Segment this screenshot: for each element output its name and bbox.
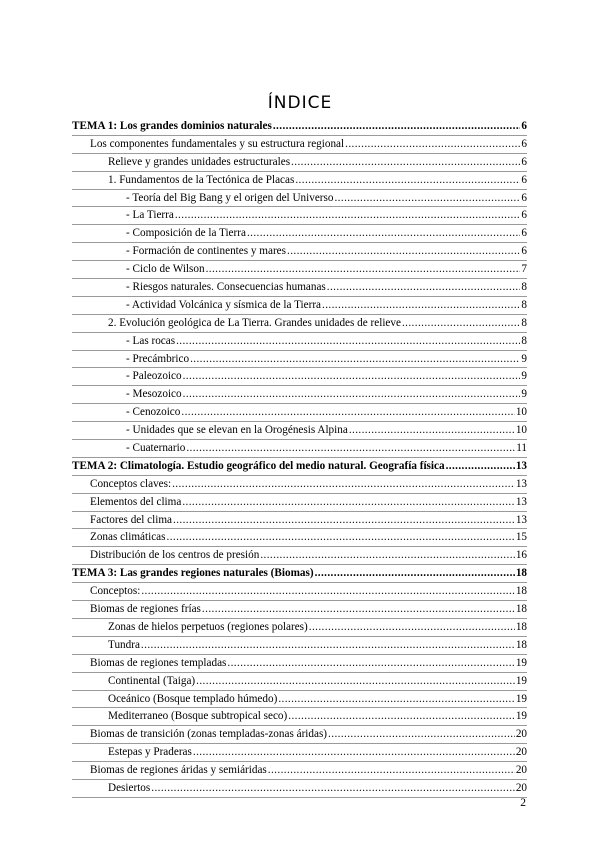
toc-entry-page: 18 — [515, 620, 527, 633]
toc-entry-page: 19 — [515, 710, 527, 723]
toc-entry[interactable] — [72, 476, 527, 494]
toc-leader-dots — [278, 691, 514, 709]
toc-entry[interactable] — [72, 691, 527, 709]
toc-entry-label: - Paleozoico — [126, 370, 182, 383]
toc-leader-dots — [193, 744, 515, 762]
toc-leader-dots — [334, 190, 520, 208]
toc-entry-label: Relieve y grandes unidades estructurales — [108, 155, 291, 168]
toc-entry[interactable] — [72, 154, 527, 172]
toc-entry[interactable] — [72, 404, 527, 422]
toc-leader-dots — [175, 207, 521, 225]
toc-entry[interactable] — [72, 315, 527, 333]
toc-entry-label: Conceptos claves: — [90, 477, 172, 490]
toc-entry-page: 19 — [515, 692, 527, 705]
toc-entry-label: - Composición de la Tierra — [126, 227, 246, 240]
toc-entry-page: 9 — [521, 370, 527, 383]
toc-entry[interactable] — [72, 529, 527, 547]
toc-leader-dots — [227, 655, 514, 673]
toc-leader-dots — [322, 297, 520, 315]
toc-entry[interactable] — [72, 619, 527, 637]
toc-entry[interactable] — [72, 583, 527, 601]
toc-entry[interactable] — [72, 726, 527, 744]
toc-entry-label: Tundra — [108, 638, 140, 651]
toc-leader-dots — [196, 673, 515, 691]
toc-leader-dots — [141, 637, 515, 655]
toc-leader-dots — [260, 547, 514, 565]
toc-entry-label: Distribución de los centros de presión — [90, 549, 260, 562]
toc-entry-label: Estepas y Praderas — [108, 746, 192, 759]
toc-leader-dots — [268, 762, 515, 780]
toc-entry-page: 10 — [515, 424, 527, 437]
toc-entry[interactable] — [72, 118, 527, 136]
toc-entry-label: Biomas de regiones áridas y semiáridas — [90, 764, 267, 777]
toc-entry-page: 6 — [521, 120, 527, 132]
toc-entry-page: 11 — [516, 442, 527, 455]
toc-leader-dots — [315, 565, 515, 583]
toc-leader-dots — [345, 136, 520, 154]
toc-entry-page: 15 — [515, 531, 527, 544]
toc-entry-page: 13 — [515, 495, 527, 508]
toc-leader-dots — [181, 404, 514, 422]
toc-entry-page: 8 — [521, 298, 527, 311]
toc-leader-dots — [288, 708, 515, 726]
page-number: 2 — [520, 797, 526, 809]
toc-entry[interactable] — [72, 225, 527, 243]
toc-entry[interactable] — [72, 261, 527, 279]
toc-leader-dots — [183, 368, 521, 386]
toc-entry-label: TEMA 1: Los grandes dominios naturales — [72, 120, 272, 132]
toc-leader-dots — [247, 225, 520, 243]
toc-leader-dots — [349, 422, 515, 440]
toc-entry-page: 20 — [515, 781, 527, 794]
toc-entry-label: - Mesozoico — [126, 388, 182, 401]
toc-entry-label: Biomas de regiones frías — [90, 603, 201, 616]
toc-entry-label: Zonas climáticas — [90, 531, 166, 544]
toc-entry-label: Elementos del clima — [90, 495, 182, 508]
table-of-contents — [72, 118, 527, 798]
toc-entry-page: 20 — [515, 746, 527, 759]
toc-entry[interactable] — [72, 547, 527, 565]
toc-entry-page: 19 — [515, 656, 527, 669]
toc-entry-page: 13 — [515, 513, 527, 526]
toc-entry-label: - Las rocas — [126, 334, 176, 347]
toc-entry[interactable] — [72, 744, 527, 762]
toc-entry-label: Zonas de hielos perpetuos (regiones polares) — [108, 620, 308, 633]
toc-entry-page: 6 — [521, 173, 527, 186]
toc-entry-page: 16 — [515, 549, 527, 562]
toc-entry-label: Factores del clima — [90, 513, 173, 526]
toc-entry-label: TEMA 3: Las grandes regiones naturales (Biomas) — [72, 567, 314, 580]
toc-entry-page: 8 — [521, 316, 527, 329]
toc-entry-label: - Teoría del Big Bang y el origen del Universo — [126, 191, 334, 204]
toc-entry-label: Oceánico (Bosque templado húmedo) — [108, 692, 278, 705]
toc-entry[interactable] — [72, 565, 527, 583]
toc-entry-label: - Formación de continentes y mares — [126, 245, 286, 258]
toc-entry-page: 20 — [515, 728, 527, 741]
toc-entry[interactable] — [72, 386, 527, 404]
toc-entry[interactable] — [72, 243, 527, 261]
toc-entry-page: 19 — [515, 674, 527, 687]
toc-entry-page: 6 — [521, 245, 527, 258]
toc-entry[interactable] — [72, 601, 527, 619]
toc-entry[interactable] — [72, 494, 527, 512]
toc-leader-dots — [186, 440, 515, 458]
toc-entry-page: 8 — [521, 281, 527, 294]
toc-entry-label: Los componentes fundamentales y su estructura regional — [90, 137, 345, 150]
toc-entry[interactable] — [72, 637, 527, 655]
toc-leader-dots — [206, 261, 521, 279]
toc-entry[interactable] — [72, 422, 527, 440]
toc-leader-dots — [182, 494, 514, 512]
toc-entry[interactable] — [72, 190, 527, 208]
toc-entry-page: 9 — [521, 388, 527, 401]
index-title: ÍNDICE — [267, 93, 333, 113]
toc-entry[interactable] — [72, 172, 527, 190]
toc-entry-label: - Ciclo de Wilson — [126, 263, 205, 276]
toc-leader-dots — [287, 243, 520, 261]
toc-entry-page: 6 — [521, 137, 527, 150]
toc-entry-label: TEMA 2: Climatología. Estudio geográfico del medio natural. Geografía física — [72, 459, 445, 472]
toc-leader-dots — [295, 172, 520, 190]
toc-entry-label: - Cuaternario — [126, 442, 186, 455]
toc-entry[interactable] — [72, 673, 527, 691]
toc-entry-page: 8 — [521, 334, 527, 347]
toc-leader-dots — [167, 529, 515, 547]
toc-entry-page: 13 — [515, 477, 527, 490]
toc-entry-label: Conceptos: — [90, 585, 141, 598]
toc-entry-page: 20 — [515, 764, 527, 777]
toc-entry-label: - Actividad Volcánica y sísmica de la Tierra — [126, 298, 322, 311]
toc-entry-page: 13 — [515, 459, 527, 472]
toc-entry-label: 1. Fundamentos de la Tectónica de Placas — [108, 173, 295, 186]
toc-leader-dots — [173, 512, 515, 530]
toc-leader-dots — [402, 315, 520, 333]
toc-entry[interactable] — [72, 136, 527, 154]
toc-leader-dots — [291, 154, 520, 172]
toc-leader-dots — [273, 118, 521, 136]
toc-entry-label: Mediterraneo (Bosque subtropical seco) — [108, 710, 288, 723]
toc-entry-page: 6 — [521, 209, 527, 222]
toc-leader-dots — [151, 780, 515, 798]
toc-entry[interactable] — [72, 762, 527, 780]
toc-entry-label: Desiertos — [108, 781, 151, 794]
toc-entry-label: Continental (Taiga) — [108, 674, 196, 687]
toc-entry-page: 18 — [515, 567, 527, 580]
toc-entry-page: 18 — [515, 585, 527, 598]
toc-leader-dots — [183, 386, 521, 404]
toc-leader-dots — [309, 619, 515, 637]
toc-entry[interactable] — [72, 351, 527, 369]
toc-entry-label: - La Tierra — [126, 209, 174, 222]
toc-entry[interactable] — [72, 333, 527, 351]
toc-entry[interactable] — [72, 279, 527, 297]
toc-leader-dots — [141, 583, 514, 601]
toc-entry-page: 6 — [521, 227, 527, 240]
toc-entry[interactable] — [72, 780, 527, 798]
toc-entry-page: 6 — [521, 191, 527, 204]
toc-entry[interactable] — [72, 458, 527, 476]
toc-entry-page: 18 — [515, 603, 527, 616]
toc-entry-page: 9 — [521, 352, 527, 365]
toc-leader-dots — [176, 333, 520, 351]
toc-leader-dots — [202, 601, 515, 619]
toc-entry[interactable] — [72, 512, 527, 530]
toc-entry[interactable] — [72, 440, 527, 458]
toc-entry-page: 6 — [521, 155, 527, 168]
toc-entry-label: Biomas de regiones templadas — [90, 656, 227, 669]
toc-entry[interactable] — [72, 655, 527, 673]
toc-entry-label: - Cenozoico — [126, 406, 181, 419]
toc-leader-dots — [172, 476, 515, 494]
toc-leader-dots — [327, 279, 521, 297]
toc-entry[interactable] — [72, 368, 527, 386]
toc-entry-label: 2. Evolución geológica de La Tierra. Grandes unidades de relieve — [108, 316, 401, 329]
toc-entry-page: 18 — [515, 638, 527, 651]
toc-entry-label: Biomas de transición (zonas templadas-zonas áridas) — [90, 728, 328, 741]
toc-entry[interactable] — [72, 708, 527, 726]
toc-entry-label: - Unidades que se elevan en la Orogénesis Alpina — [126, 424, 348, 437]
toc-entry-page: 7 — [521, 263, 527, 276]
toc-entry[interactable] — [72, 297, 527, 315]
toc-leader-dots — [328, 726, 515, 744]
toc-entry[interactable] — [72, 207, 527, 225]
toc-entry-page: 10 — [515, 406, 527, 419]
toc-leader-dots — [446, 458, 515, 476]
toc-entry-label: - Riesgos naturales. Consecuencias humanas — [126, 281, 326, 294]
toc-leader-dots — [190, 351, 520, 369]
toc-entry-label: - Precámbrico — [126, 352, 190, 365]
